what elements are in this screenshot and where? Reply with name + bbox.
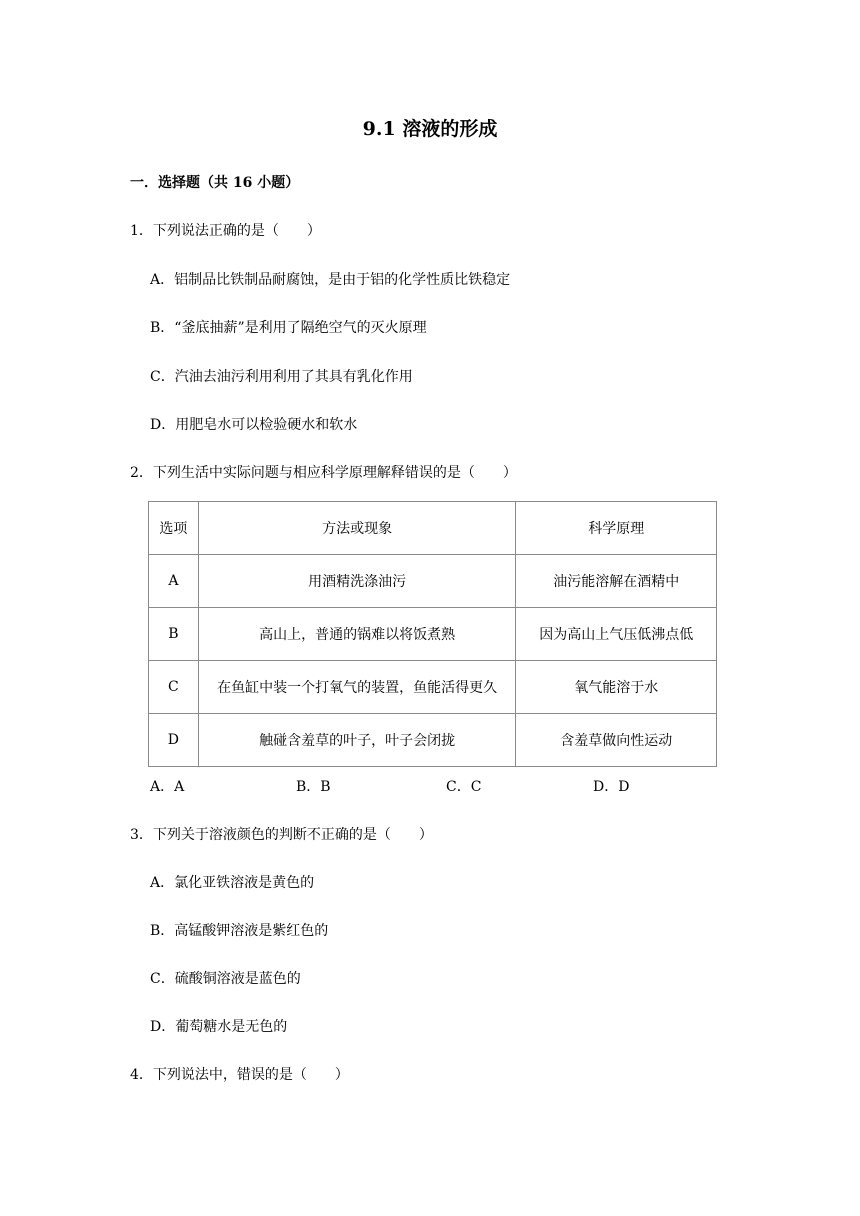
question-3-option-b: B．高锰酸钾溶液是紫红色的: [150, 923, 329, 939]
question-2-choice-a: A．A: [150, 779, 185, 795]
table-header-cell: 选项: [149, 502, 199, 555]
table-cell: D: [149, 714, 199, 767]
table-cell: 用酒精洗涤油污: [198, 555, 516, 608]
table-row: [149, 608, 717, 661]
section-heading: 一．选择题（共 16 小题）: [130, 175, 300, 191]
question-1-option-d: D．用肥皂水可以检验硬水和软水: [150, 417, 358, 433]
table-header-row: [149, 502, 717, 555]
table-cell: 触碰含羞草的叶子，叶子会闭拢: [198, 714, 516, 767]
table-header-cell: 科学原理: [516, 502, 717, 555]
question-2-choice-c: C．C: [446, 779, 482, 795]
table-cell: 在鱼缸中装一个打氧气的装置，鱼能活得更久: [198, 661, 516, 714]
question-2-choice-d: D．D: [593, 779, 630, 795]
table-cell: 含羞草做向性运动: [516, 714, 717, 767]
question-2-table: [148, 501, 717, 767]
table-cell: 因为高山上气压低沸点低: [516, 608, 717, 661]
question-1-stem: 1．下列说法正确的是（ ）: [130, 223, 321, 239]
question-2-choice-b: B．B: [296, 779, 331, 795]
table-cell: B: [149, 608, 199, 661]
question-2-stem: 2．下列生活中实际问题与相应科学原理解释错误的是（ ）: [130, 465, 517, 481]
table-cell: 氧气能溶于水: [516, 661, 717, 714]
question-3-option-d: D．葡萄糖水是无色的: [150, 1019, 288, 1035]
table-cell: A: [149, 555, 199, 608]
question-3-stem: 3．下列关于溶液颜色的判断不正确的是（ ）: [130, 827, 433, 843]
table-row: [149, 714, 717, 767]
question-1-option-c: C．汽油去油污利用利用了其具有乳化作用: [150, 369, 413, 385]
question-3-option-c: C．硫酸铜溶液是蓝色的: [150, 971, 301, 987]
page-title: 9.1 溶液的形成: [362, 118, 498, 140]
table-header-cell: 方法或现象: [198, 502, 516, 555]
question-1-option-a: A．铝制品比铁制品耐腐蚀，是由于铝的化学性质比铁稳定: [150, 272, 511, 288]
question-4-stem: 4．下列说法中，错误的是（ ）: [130, 1067, 349, 1083]
question-1-option-b: B．“釜底抽薪”是利用了隔绝空气的灭火原理: [150, 320, 427, 336]
table-cell: 高山上，普通的锅难以将饭煮熟: [198, 608, 516, 661]
table-cell: 油污能溶解在酒精中: [516, 555, 717, 608]
table-row: [149, 555, 717, 608]
table-cell: C: [149, 661, 199, 714]
question-3-option-a: A．氯化亚铁溶液是黄色的: [150, 875, 315, 891]
table-row: [149, 661, 717, 714]
